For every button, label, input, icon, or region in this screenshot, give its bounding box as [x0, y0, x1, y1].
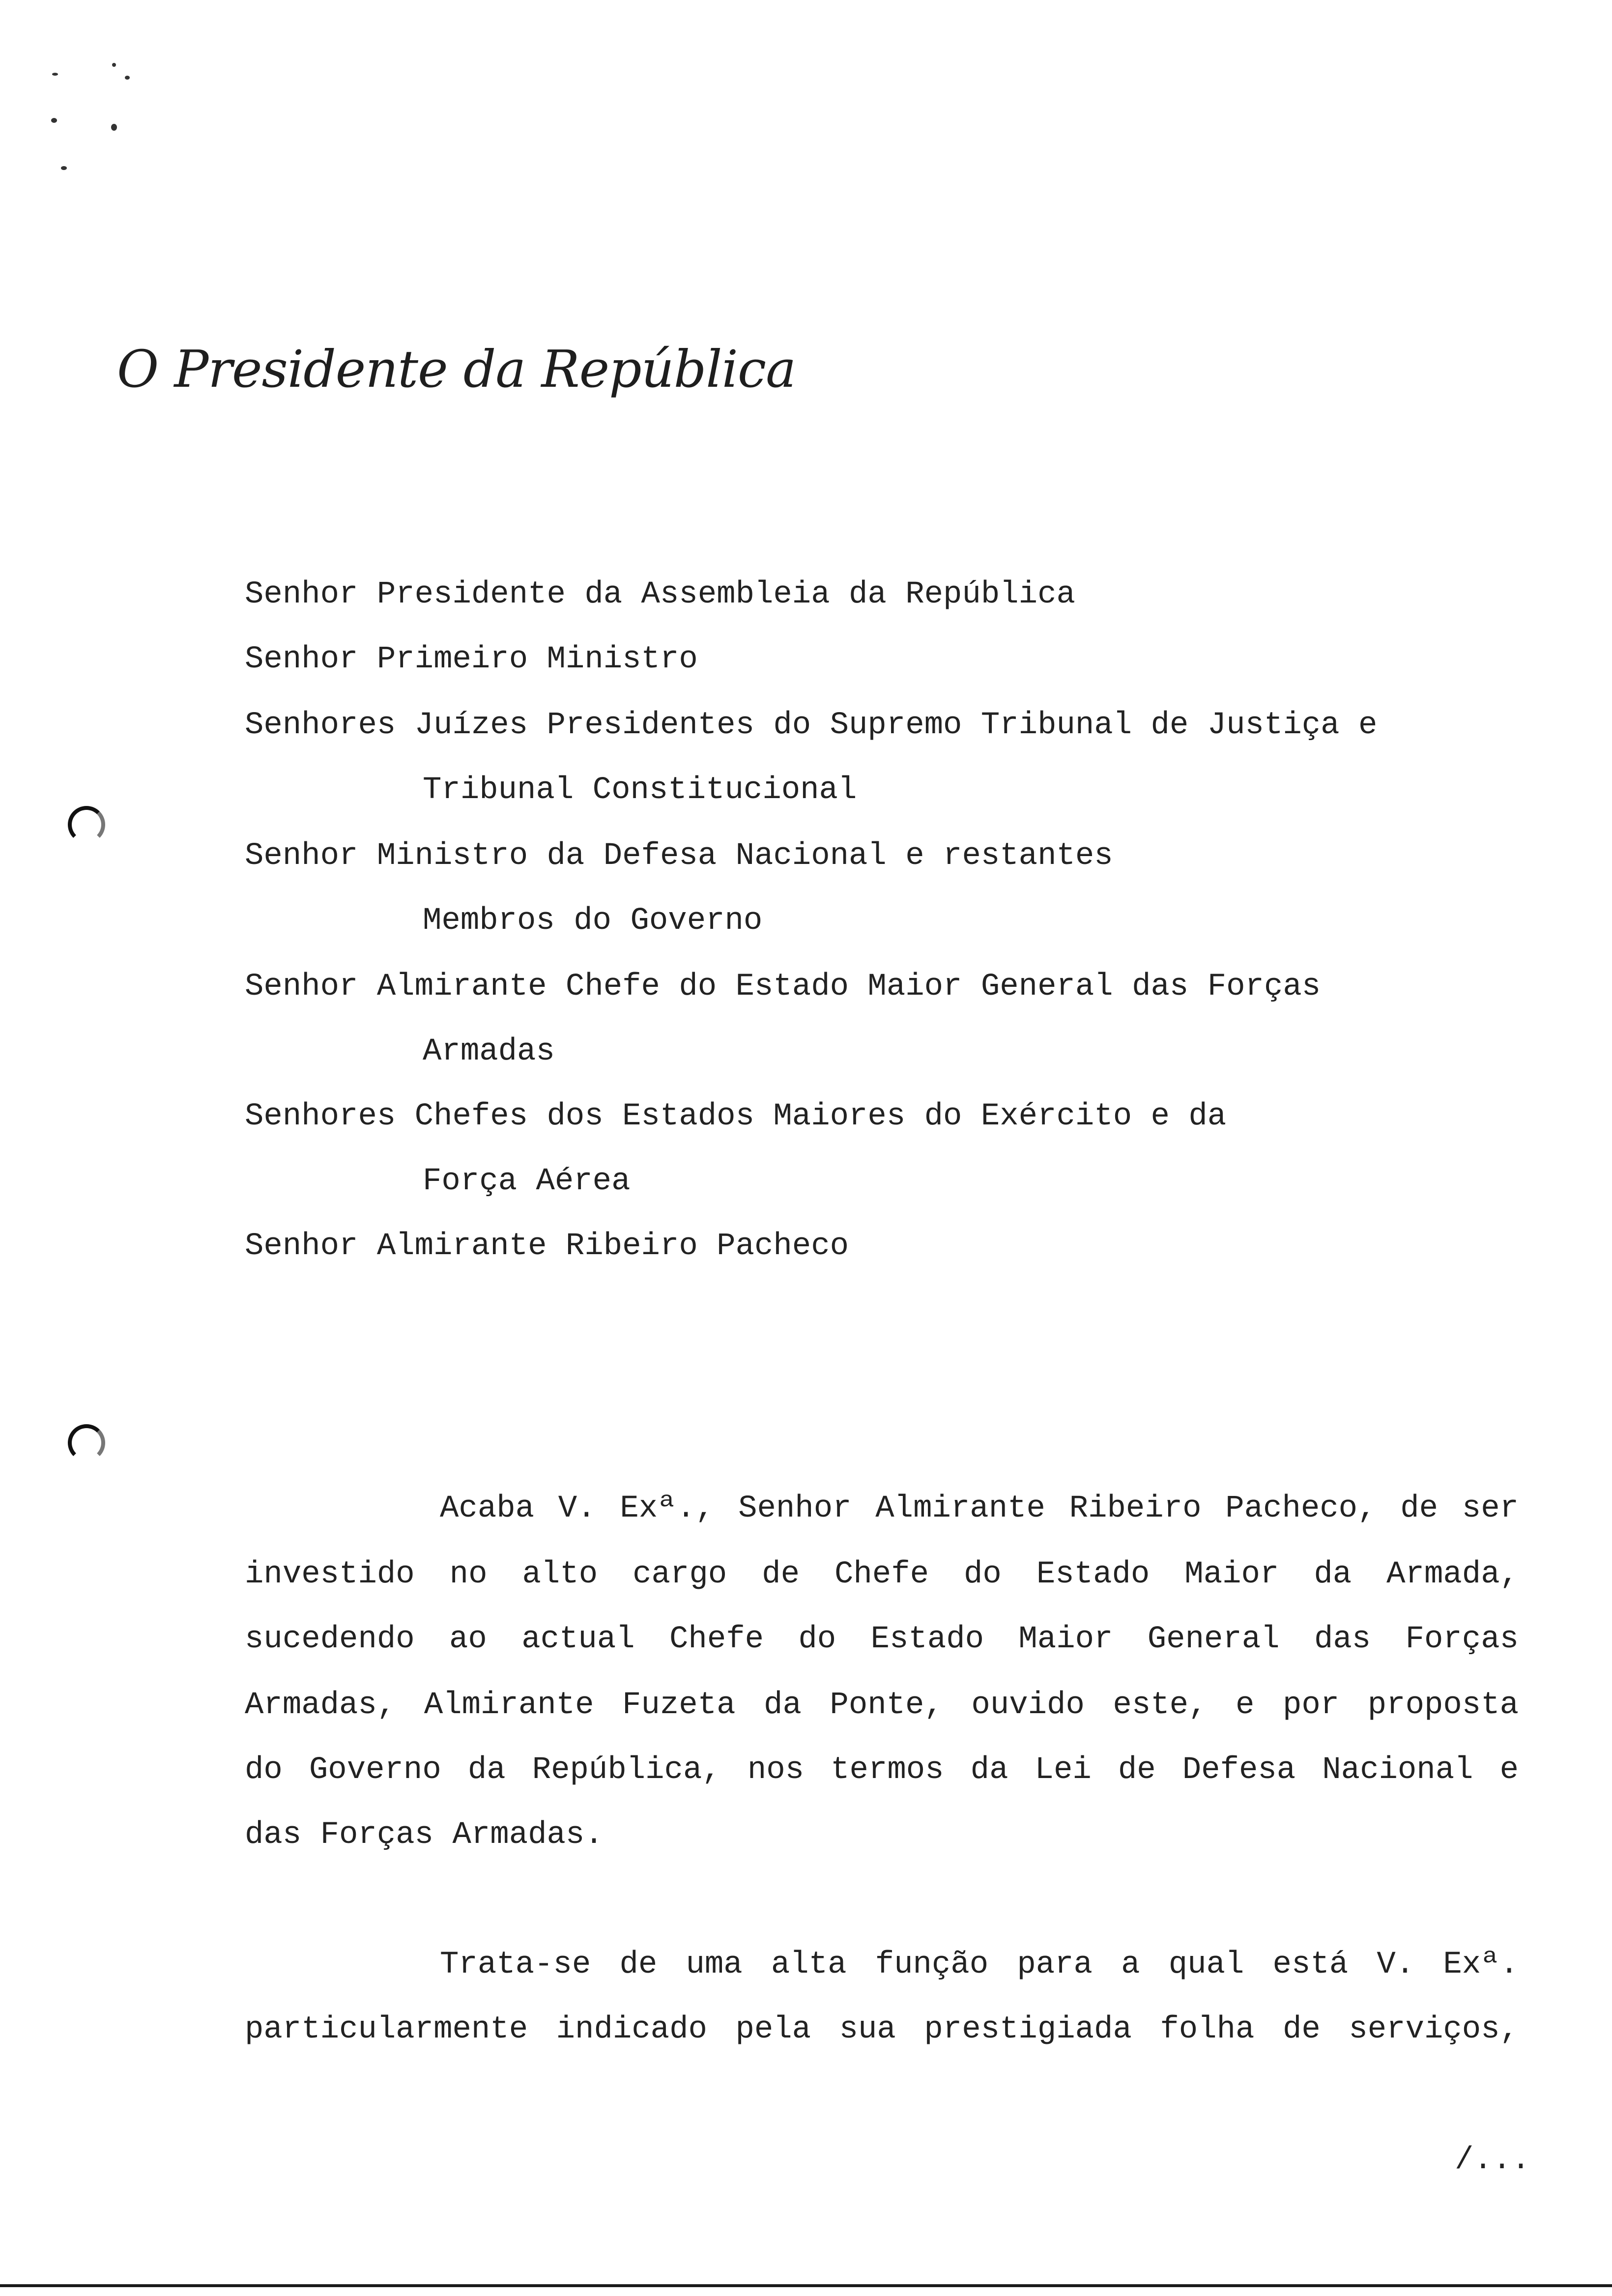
paragraph-line: do Governo da República, nos termos da Lei de Defesa Nacional e — [245, 1752, 1519, 1788]
scan-speck — [125, 76, 130, 80]
scan-speck — [52, 73, 58, 76]
addressee-line: Membros do Governo — [423, 903, 763, 939]
addressee-line: Senhor Primeiro Ministro — [245, 642, 698, 677]
addressee-line: Senhor Presidente da Assembleia da República — [245, 577, 1075, 612]
scan-speck — [111, 124, 117, 131]
addressee-line: Senhor Almirante Ribeiro Pacheco — [245, 1229, 849, 1264]
letterhead-signature: O Presidente da República — [117, 339, 796, 399]
addressee-line: Tribunal Constitucional — [423, 773, 857, 808]
punch-hole — [68, 1424, 105, 1462]
scan-speck — [61, 166, 67, 170]
paragraph-line: investido no alto cargo de Chefe do Estado Maior da Armada, — [245, 1557, 1519, 1592]
paragraph-line: Acaba V. Exª., Senhor Almirante Ribeiro Pacheco, de ser — [440, 1491, 1519, 1526]
scan-speck — [51, 118, 57, 123]
addressee-line: Armadas — [423, 1034, 555, 1069]
scan-speck — [112, 63, 116, 67]
addressee-line: Senhores Chefes dos Estados Maiores do Exército e da — [245, 1099, 1227, 1134]
paragraph-line: Armadas, Almirante Fuzeta da Ponte, ouvido este, e por proposta — [245, 1688, 1519, 1723]
punch-hole — [68, 806, 105, 843]
paragraph-line: sucedendo ao actual Chefe do Estado Maior General das Forças — [245, 1622, 1519, 1657]
paragraph-line: particularmente indicado pela sua prestigiada folha de serviços, — [245, 2012, 1519, 2047]
addressee-line: Senhor Ministro da Defesa Nacional e restantes — [245, 838, 1113, 874]
addressee-line: Senhor Almirante Chefe do Estado Maior General das Forças — [245, 969, 1321, 1004]
page-bottom-edge — [0, 2284, 1612, 2287]
continuation-mark: /... — [1455, 2143, 1530, 2178]
paragraph-line: das Forças Armadas. — [245, 1817, 604, 1853]
addressee-line: Força Aérea — [423, 1164, 631, 1199]
paragraph-line: Trata-se de uma alta função para a qual está V. Exª. — [440, 1947, 1519, 1982]
addressee-line: Senhores Juízes Presidentes do Supremo Tribunal de Justiça e — [245, 708, 1378, 743]
